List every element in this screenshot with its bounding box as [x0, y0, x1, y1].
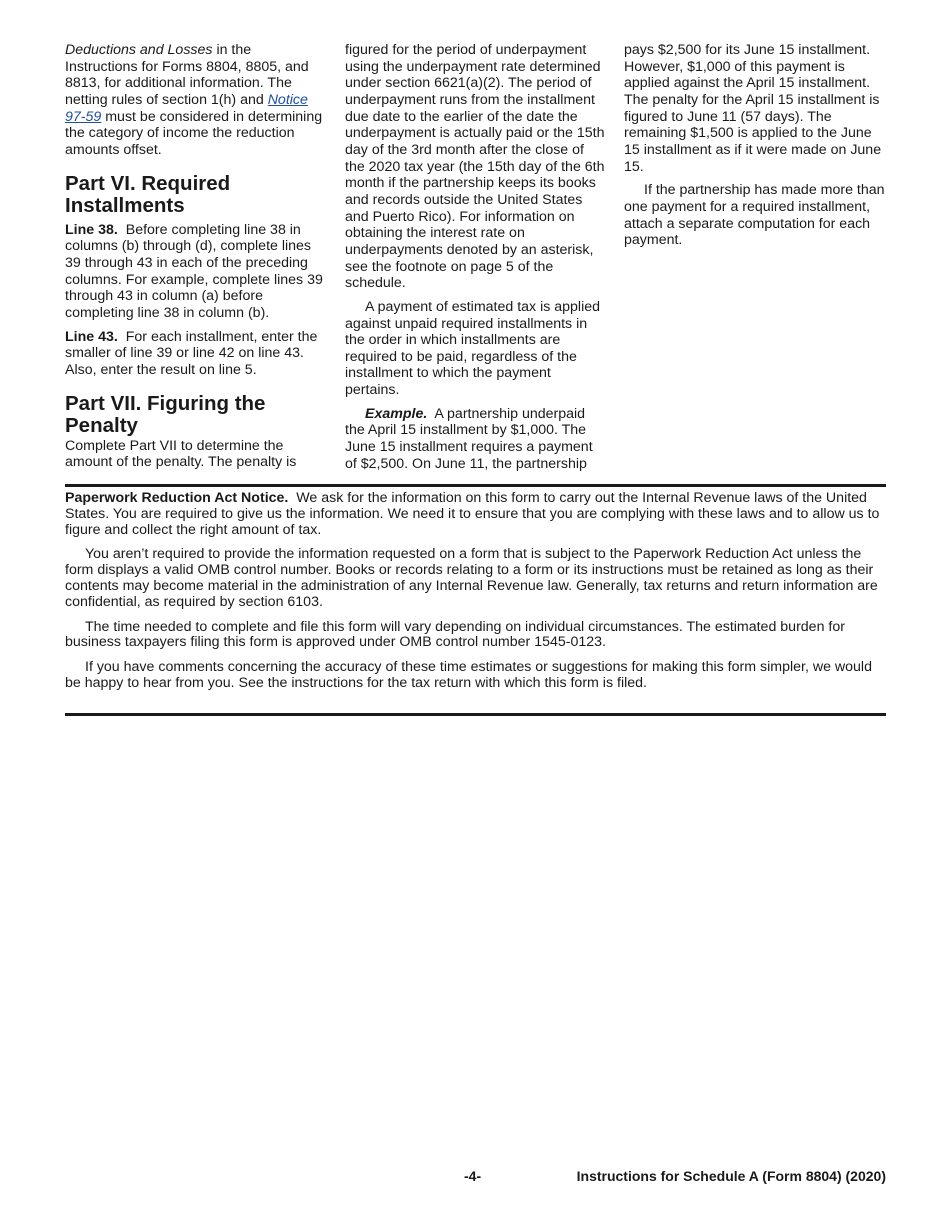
pra-heading: Paperwork Reduction Act Notice.: [65, 490, 289, 506]
pra-paragraph-3: The time needed to complete and file this form will vary depending on individual circumstances. The estimated burden for business taxpayers filing this form is approved under OMB control number 1545-0123.: [65, 618, 845, 651]
pra-paragraph-2: You aren’t required to provide the information requested on a form that is subject to the Paperwork Reduction Act unless the form displays a valid OMB control number. Books or records relating to a form or its instructions must be retained as long as their contents may become material in the administration of any Internal Revenue law. Generally, tax returns and return information are confidential, as required by section 6103.: [65, 546, 878, 610]
line-38-text: Before completing line 38 in columns (b) through (d), complete lines 39 through 43 in each of the preceding columns. For example, complete lines 39 through 43 in column (a) before completing line 38 in column (b).: [65, 221, 323, 321]
pra-bottom-rule: [65, 713, 886, 716]
col3-paragraph-1: pays $2,500 for its June 15 installment. However, $1,000 of this payment is applied against the April 15 installment. The penalty for the April 15 installment is figured to June 11 (57 days). The remaining $1,500 is applied to the June 15 installment as if it were made on June 15.: [624, 42, 882, 175]
notice-97-59-link[interactable]: Notice 97-59: [65, 91, 308, 125]
column-2: [345, 42, 607, 479]
line-38-paragraph: [65, 222, 327, 322]
part-7-paragraph: Complete Part VII to determine the amount of the penalty. The penalty is: [65, 437, 297, 471]
col2-paragraph-1: figured for the period of underpayment using the underpayment rate determined under section 6621(a)(2). The period of underpayment runs from the installment due date to the earlier of the date the underpayment is actually paid or the 15th day of the 3rd month after the close of the 2020 tax year (the 15th day of the 6th month if the partnership keeps its books and records outside the United States and Puerto Rico). For information on obtaining the interest rate on underpayments denoted by an asterisk, see the footnote on page 5 of the schedule.: [345, 42, 605, 292]
line-43-paragraph: [65, 329, 327, 379]
pra-text-1: We ask for the information on this form to carry out the Internal Revenue laws of the United States. You are required to give us the information. We need it to ensure that you are complying with these laws and to allow us to figure and collect the right amount of tax.: [65, 490, 880, 538]
col1-text-b: must be considered in determining the category of income the reduction amounts offset.: [65, 108, 323, 158]
example-paragraph: [345, 406, 607, 473]
column-1: [65, 42, 327, 478]
line-43-text: For each installment, enter the smaller of line 39 or line 42 on line 43. Also, enter the result on line 5.: [65, 328, 318, 378]
example-label: Example.: [365, 405, 428, 422]
col1-text-a: in the Instructions for Forms 8804, 8805, and 8813, for additional information. The netting rules of section 1(h) and: [65, 42, 309, 108]
line-38-label: Line 38.: [65, 221, 118, 238]
footer-document-title: Instructions for Schedule A (Form 8804) (2020): [576, 1168, 886, 1184]
col1-paragraph-1: [65, 42, 327, 159]
example-text: A partnership underpaid the April 15 installment by $1,000. The June 15 installment requires a payment of $2,500. On June 11, the partnership: [345, 405, 593, 472]
pra-top-rule: [65, 484, 886, 487]
pra-paragraph-4: If you have comments concerning the accuracy of these time estimates or suggestions for making this form simpler, we would be happy to hear from you. See the instructions for the tax return with which this form is filed.: [65, 659, 872, 691]
column-3: [624, 42, 886, 256]
heading-part-6: Part VI. Required Installments: [65, 171, 231, 217]
col3-paragraph-2: If the partnership has made more than one payment for a required installment, attach a separate computation for each payment.: [624, 182, 885, 249]
heading-part-7: Part VII. Figuring the Penalty: [65, 391, 266, 437]
col2-paragraph-2: A payment of estimated tax is applied against unpaid required installments in the order in which installments are required to be paid, regardless of the installment to which the payment pertains.: [345, 298, 601, 399]
paperwork-reduction-notice: [65, 491, 886, 701]
col1-italic-ref: Deductions and Losses: [65, 42, 213, 58]
page-number: -4-: [464, 1168, 482, 1184]
pra-paragraph-1: [65, 491, 886, 538]
line-43-label: Line 43.: [65, 328, 118, 345]
